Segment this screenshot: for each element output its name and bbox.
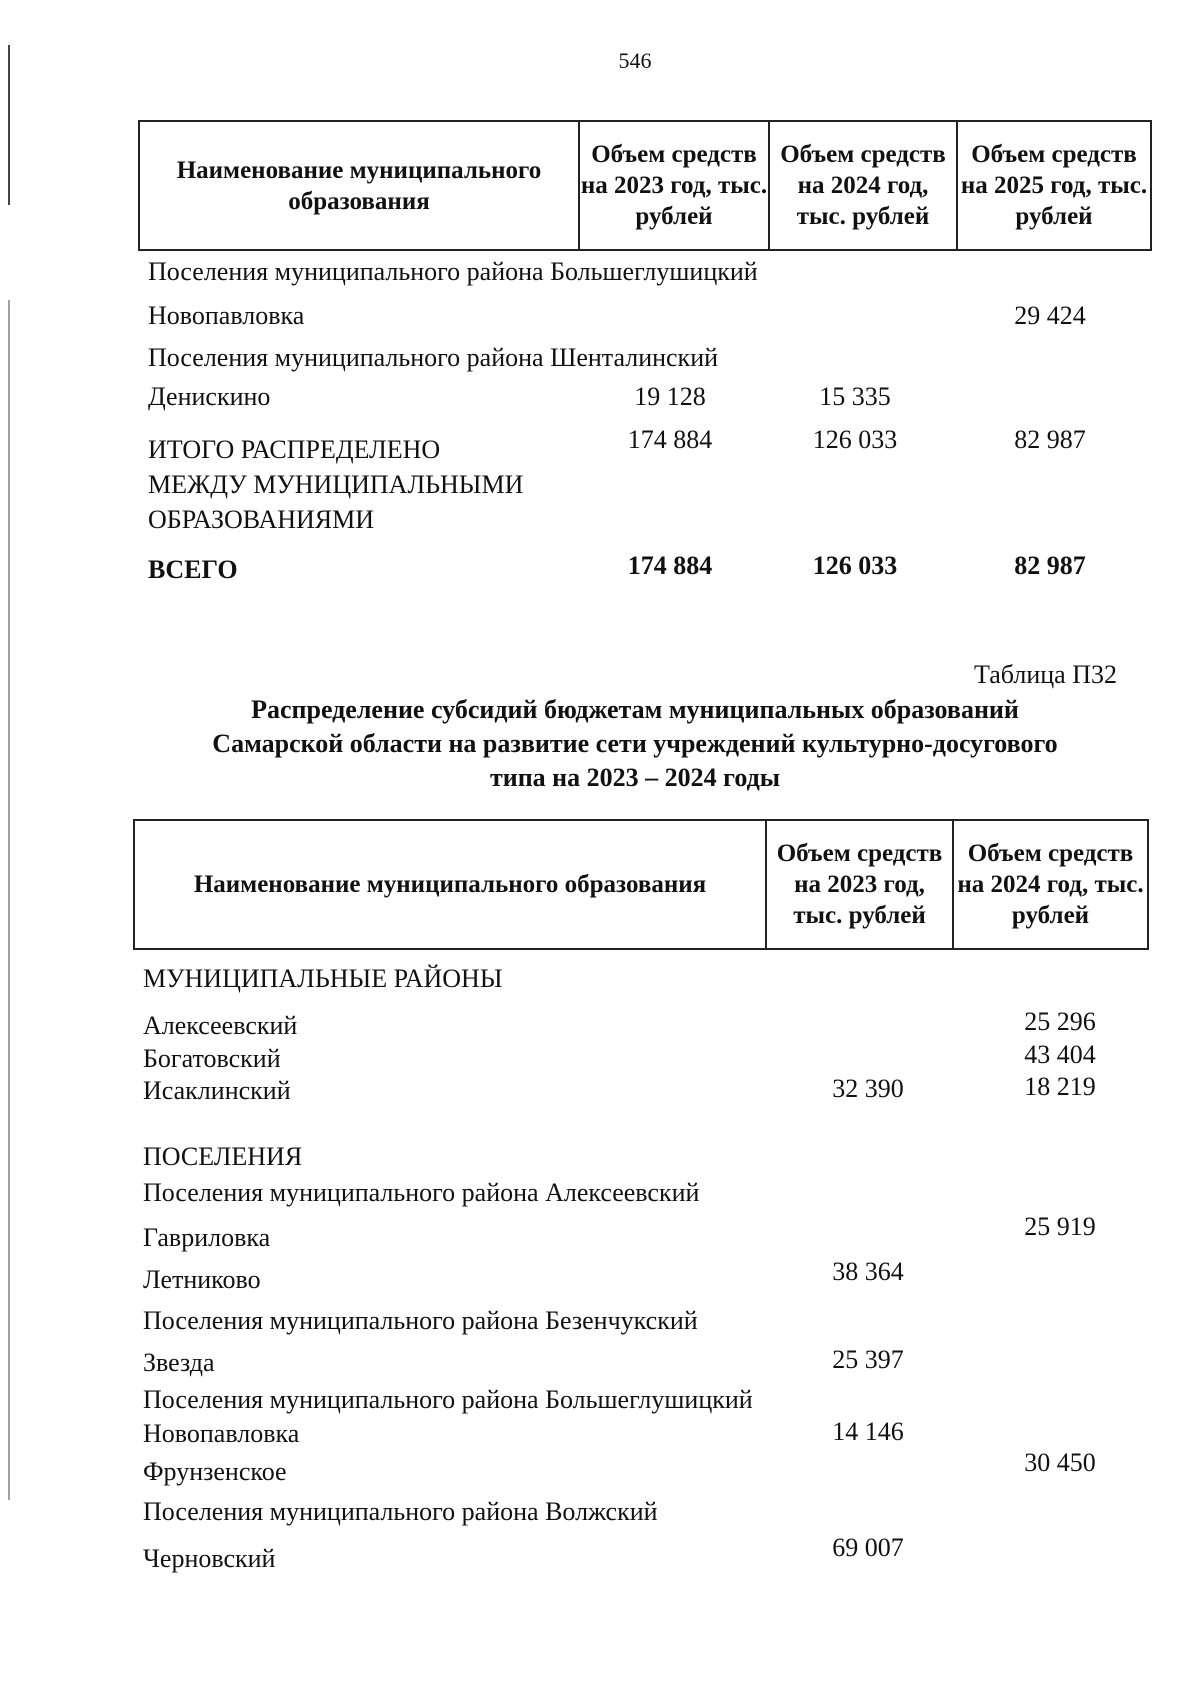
table2-value-2024: 30 450 [1024, 1448, 1096, 1477]
table2-value-2024: 25 919 [1024, 1212, 1096, 1241]
table1-grand-total-2025: 82 987 [1014, 551, 1086, 580]
table2-value-2023: 38 364 [832, 1257, 904, 1286]
table2-row-group: Поселения муниципального района Волжский [143, 1497, 658, 1526]
table1-total-2025: 82 987 [1014, 425, 1086, 454]
table2-section: ПОСЕЛЕНИЯ [143, 1142, 303, 1171]
table2-row-name: Фрунзенское [143, 1457, 287, 1486]
table2-header-name: Наименование муниципального образования [134, 820, 766, 949]
table1-header-2025: Объем средств на 2025 год, тыс. рублей [957, 121, 1151, 250]
table2-row-name: Алексеевский [143, 1011, 298, 1040]
table1-row-group: Поселения муниципального района Шенталинский [148, 343, 719, 372]
table1-header [138, 120, 1152, 251]
table1-grand-total-2023: 174 884 [627, 551, 713, 580]
table2-row-group: Поселения муниципального района Большеглушицкий [143, 1385, 753, 1414]
total-line-1: ИТОГО РАСПРЕДЕЛЕНО [148, 435, 441, 464]
table2-value-2023: 69 007 [832, 1533, 904, 1562]
table2-row-group: Поселения муниципального района Алексеевский [143, 1178, 700, 1207]
table1-header-2024: Объем средств на 2024 год, тыс. рублей [769, 121, 957, 250]
table2-section: МУНИЦИПАЛЬНЫЕ РАЙОНЫ [143, 964, 503, 993]
table2-header-2023: Объем средств на 2023 год, тыс. рублей [766, 820, 953, 949]
total-line-3: ОБРАЗОВАНИЯМИ [148, 505, 375, 534]
table1-row-name: Новопавловка [148, 301, 305, 330]
table2-row-name: Новопавловка [143, 1419, 300, 1448]
table2-header-2024: Объем средств на 2024 год, тыс. рублей [953, 820, 1148, 949]
table1-total-2024: 126 033 [812, 425, 898, 454]
table2-row-name: Гавриловка [143, 1223, 271, 1252]
table1-total-distributed-label [148, 432, 523, 537]
table2-value-2023: 14 146 [832, 1417, 904, 1446]
table2-value-2024: 25 296 [1024, 1007, 1096, 1036]
table2-value-2023: 32 390 [832, 1074, 904, 1103]
left-margin-line [8, 300, 10, 1500]
table1-grand-total-2024: 126 033 [812, 551, 898, 580]
table2-row-name: Летниково [143, 1265, 261, 1294]
table2-row-name: Исаклинский [143, 1076, 291, 1105]
table2-row-name: Черновский [143, 1544, 276, 1573]
table1-row-group: Поселения муниципального района Большеглушицкий [148, 257, 758, 286]
table1-value-2025: 29 424 [1014, 301, 1086, 330]
table-number: Таблица П32 [974, 660, 1117, 689]
table2-title-line-3: типа на 2023 – 2024 годы [489, 763, 781, 792]
table2-value-2024: 43 404 [1024, 1040, 1096, 1069]
table1-row-name: Денискино [148, 382, 271, 411]
table1-grand-total-label: ВСЕГО [148, 555, 238, 584]
table1-value-2024: 15 335 [819, 382, 891, 411]
table2-row-name: Звезда [143, 1348, 215, 1377]
page-number: 546 [618, 48, 652, 73]
table2-title-line-1: Распределение субсидий бюджетам муниципальных образований [251, 695, 1019, 724]
table1-total-2023: 174 884 [627, 425, 713, 454]
table1-value-2023: 19 128 [634, 382, 706, 411]
table2-value-2023: 25 397 [832, 1345, 904, 1374]
table1-header-name: Наименование муниципального образования [139, 121, 579, 250]
table2-header [133, 819, 1149, 950]
table2-title-line-2: Самарской области на развитие сети учреждений культурно-досугового [212, 729, 1058, 758]
table1-header-2023: Объем средств на 2023 год, тыс. рублей [579, 121, 769, 250]
table2-row-group: Поселения муниципального района Безенчукский [143, 1306, 698, 1335]
table2-row-name: Богатовский [143, 1044, 281, 1073]
total-line-2: МЕЖДУ МУНИЦИПАЛЬНЫМИ [148, 470, 524, 499]
table2-value-2024: 18 219 [1024, 1072, 1096, 1101]
